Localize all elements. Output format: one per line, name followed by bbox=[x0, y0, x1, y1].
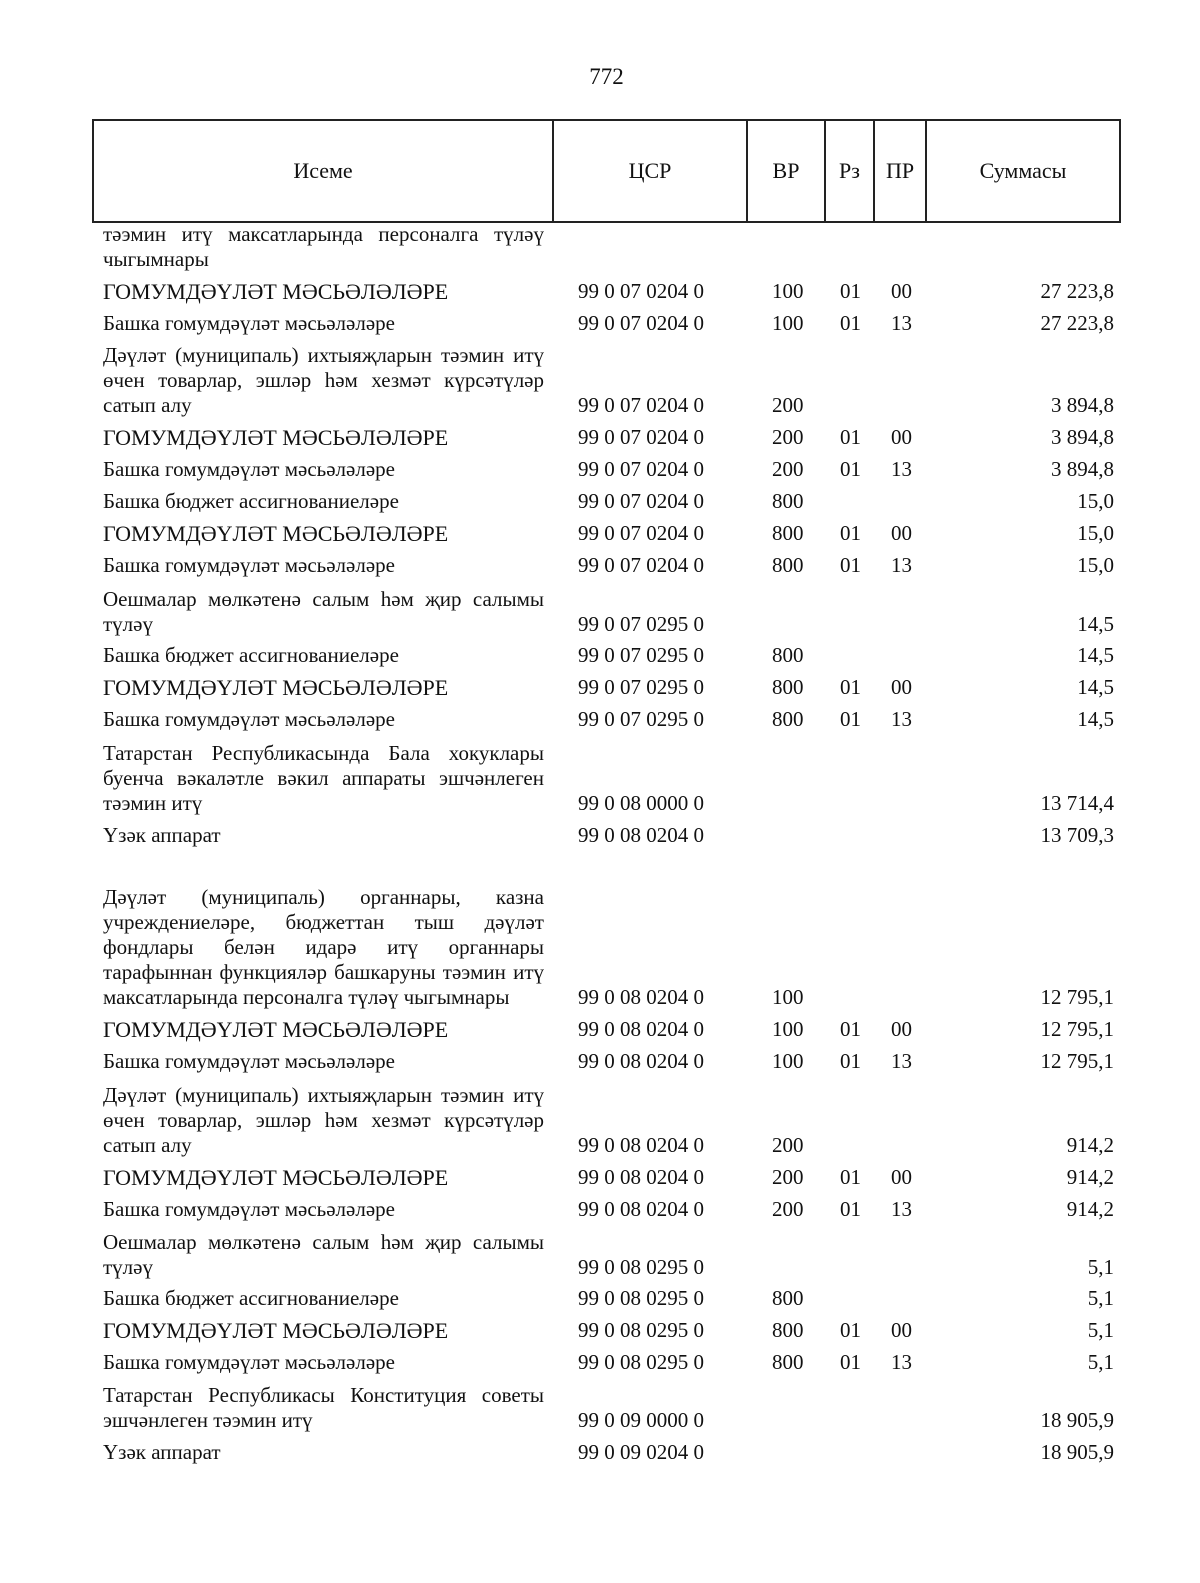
cell-rz: 01 bbox=[840, 553, 861, 577]
cell-name: Башка гомумдәүләт мәсьәләләре bbox=[103, 1197, 395, 1221]
cell-name: тәэмин итү максатларында персоналга түләү чыгымнары bbox=[103, 222, 544, 271]
cell-vr: 200 bbox=[772, 425, 804, 449]
cell-name: Татарстан Республикасы Конституция советы эшчәнлеген тәэмин итү bbox=[103, 1383, 544, 1432]
cell-pr: 00 bbox=[891, 279, 912, 303]
cell-rz: 01 bbox=[840, 1318, 861, 1342]
header-csr: ЦСР bbox=[553, 120, 747, 222]
cell-sum: 5,1 bbox=[1087, 1318, 1114, 1342]
cell-name: Башка бюджет ассигнованиеләре bbox=[103, 489, 399, 513]
cell-name: Башка бюджет ассигнованиеләре bbox=[103, 1286, 399, 1310]
cell-csr: 99 0 07 0204 0 bbox=[578, 311, 704, 335]
cell-csr: 99 0 07 0204 0 bbox=[578, 393, 704, 417]
cell-pr: 13 bbox=[891, 1350, 912, 1374]
cell-csr: 99 0 09 0204 0 bbox=[578, 1440, 704, 1464]
cell-rz: 01 bbox=[840, 1165, 861, 1189]
cell-vr: 800 bbox=[772, 1318, 804, 1342]
cell-sum: 3 894,8 bbox=[1051, 425, 1114, 449]
cell-rz: 01 bbox=[840, 1049, 861, 1073]
cell-vr: 100 bbox=[772, 1017, 804, 1041]
cell-vr: 200 bbox=[772, 1197, 804, 1221]
cell-name: ГОМУМДӘҮЛӘТ МӘСЬӘЛӘЛӘРЕ bbox=[103, 521, 449, 546]
cell-csr: 99 0 09 0000 0 bbox=[578, 1408, 704, 1432]
cell-pr: 13 bbox=[891, 707, 912, 731]
page-number: 772 bbox=[589, 64, 624, 89]
cell-sum: 12 795,1 bbox=[1040, 1049, 1114, 1073]
cell-vr: 800 bbox=[772, 675, 804, 699]
cell-csr: 99 0 08 0295 0 bbox=[578, 1255, 704, 1279]
cell-pr: 13 bbox=[891, 457, 912, 481]
cell-sum: 14,5 bbox=[1077, 643, 1114, 667]
header-name: Исеме bbox=[93, 120, 553, 222]
header-pr: ПР bbox=[874, 120, 926, 222]
cell-rz: 01 bbox=[840, 425, 861, 449]
cell-vr: 800 bbox=[772, 489, 804, 513]
cell-vr: 100 bbox=[772, 311, 804, 335]
cell-csr: 99 0 08 0204 0 bbox=[578, 1165, 704, 1189]
cell-name: Башка гомумдәүләт мәсьәләләре bbox=[103, 553, 395, 577]
cell-sum: 3 894,8 bbox=[1051, 457, 1114, 481]
cell-rz: 01 bbox=[840, 1350, 861, 1374]
cell-sum: 14,5 bbox=[1077, 707, 1114, 731]
cell-name: ГОМУМДӘҮЛӘТ МӘСЬӘЛӘЛӘРЕ bbox=[103, 279, 449, 304]
cell-name: Оешмалар мөлкәтенә салым һәм җир салымы түләү bbox=[103, 1230, 544, 1279]
cell-name: Башка гомумдәүләт мәсьәләләре bbox=[103, 311, 395, 335]
cell-csr: 99 0 07 0295 0 bbox=[578, 612, 704, 636]
cell-name: Оешмалар мөлкәтенә салым һәм җир салымы түләү bbox=[103, 587, 544, 636]
header-rz: Рз bbox=[825, 120, 874, 222]
cell-csr: 99 0 07 0295 0 bbox=[578, 675, 704, 699]
cell-name: Үзәк аппарат bbox=[103, 823, 221, 847]
cell-name: ГОМУМДӘҮЛӘТ МӘСЬӘЛӘЛӘРЕ bbox=[103, 425, 449, 450]
cell-name: ГОМУМДӘҮЛӘТ МӘСЬӘЛӘЛӘРЕ bbox=[103, 1165, 449, 1190]
cell-vr: 100 bbox=[772, 985, 804, 1009]
cell-csr: 99 0 08 0204 0 bbox=[578, 1049, 704, 1073]
cell-rz: 01 bbox=[840, 1197, 861, 1221]
cell-csr: 99 0 07 0295 0 bbox=[578, 643, 704, 667]
cell-vr: 800 bbox=[772, 1286, 804, 1310]
cell-rz: 01 bbox=[840, 521, 861, 545]
cell-sum: 15,0 bbox=[1077, 489, 1114, 513]
cell-name: Дәүләт (муниципаль) ихтыяҗларын тәэмин итү өчен товарлар, эшләр һәм хезмәт күрсәтүләр сатып алу bbox=[103, 1083, 544, 1157]
cell-csr: 99 0 08 0204 0 bbox=[578, 985, 704, 1009]
cell-vr: 800 bbox=[772, 1350, 804, 1374]
cell-sum: 914,2 bbox=[1066, 1197, 1114, 1221]
cell-name: Башка гомумдәүләт мәсьәләләре bbox=[103, 707, 395, 731]
cell-sum: 12 795,1 bbox=[1040, 985, 1114, 1009]
cell-sum: 13 714,4 bbox=[1040, 791, 1114, 815]
cell-sum: 12 795,1 bbox=[1040, 1017, 1114, 1041]
cell-vr: 800 bbox=[772, 643, 804, 667]
cell-pr: 00 bbox=[891, 1318, 912, 1342]
cell-vr: 200 bbox=[772, 1133, 804, 1157]
cell-sum: 27 223,8 bbox=[1040, 311, 1114, 335]
cell-csr: 99 0 08 0000 0 bbox=[578, 791, 704, 815]
cell-csr: 99 0 08 0204 0 bbox=[578, 1197, 704, 1221]
cell-rz: 01 bbox=[840, 457, 861, 481]
cell-csr: 99 0 07 0204 0 bbox=[578, 279, 704, 303]
cell-sum: 15,0 bbox=[1077, 553, 1114, 577]
cell-pr: 13 bbox=[891, 1197, 912, 1221]
cell-name: ГОМУМДӘҮЛӘТ МӘСЬӘЛӘЛӘРЕ bbox=[103, 1318, 449, 1343]
cell-sum: 18 905,9 bbox=[1040, 1440, 1114, 1464]
cell-csr: 99 0 08 0295 0 bbox=[578, 1318, 704, 1342]
cell-pr: 00 bbox=[891, 521, 912, 545]
cell-name: Башка гомумдәүләт мәсьәләләре bbox=[103, 457, 395, 481]
cell-sum: 13 709,3 bbox=[1040, 823, 1114, 847]
cell-sum: 5,1 bbox=[1087, 1286, 1114, 1310]
cell-csr: 99 0 08 0295 0 bbox=[578, 1350, 704, 1374]
cell-vr: 200 bbox=[772, 1165, 804, 1189]
cell-name: Дәүләт (муниципаль) органнары, казна учреждениеләре, бюджеттан тыш дәүләт фондлары белән идарә итү органнары тарафыннан функцияләр башкаруны тәэмин итү максатларында персоналга түләү чыгымнары bbox=[103, 885, 544, 1009]
cell-sum: 5,1 bbox=[1087, 1350, 1114, 1374]
cell-rz: 01 bbox=[840, 311, 861, 335]
header-vr: ВР bbox=[747, 120, 825, 222]
cell-vr: 200 bbox=[772, 393, 804, 417]
cell-sum: 14,5 bbox=[1077, 675, 1114, 699]
cell-sum: 5,1 bbox=[1087, 1255, 1114, 1279]
cell-name: Башка гомумдәүләт мәсьәләләре bbox=[103, 1350, 395, 1374]
cell-pr: 13 bbox=[891, 311, 912, 335]
cell-name: ГОМУМДӘҮЛӘТ МӘСЬӘЛӘЛӘРЕ bbox=[103, 675, 449, 700]
cell-sum: 18 905,9 bbox=[1040, 1408, 1114, 1432]
cell-csr: 99 0 07 0204 0 bbox=[578, 553, 704, 577]
cell-vr: 100 bbox=[772, 1049, 804, 1073]
cell-vr: 800 bbox=[772, 521, 804, 545]
cell-pr: 00 bbox=[891, 1017, 912, 1041]
cell-sum: 27 223,8 bbox=[1040, 279, 1114, 303]
cell-name: Үзәк аппарат bbox=[103, 1440, 221, 1464]
cell-csr: 99 0 07 0204 0 bbox=[578, 457, 704, 481]
cell-csr: 99 0 08 0204 0 bbox=[578, 823, 704, 847]
cell-csr: 99 0 07 0204 0 bbox=[578, 489, 704, 513]
cell-vr: 800 bbox=[772, 553, 804, 577]
cell-vr: 200 bbox=[772, 457, 804, 481]
cell-name: ГОМУМДӘҮЛӘТ МӘСЬӘЛӘЛӘРЕ bbox=[103, 1017, 449, 1042]
cell-csr: 99 0 07 0204 0 bbox=[578, 521, 704, 545]
cell-name: Дәүләт (муниципаль) ихтыяҗларын тәэмин итү өчен товарлар, эшләр һәм хезмәт күрсәтүләр сатып алу bbox=[103, 343, 544, 417]
cell-rz: 01 bbox=[840, 279, 861, 303]
cell-sum: 15,0 bbox=[1077, 521, 1114, 545]
cell-pr: 00 bbox=[891, 1165, 912, 1189]
header-sum: Суммасы bbox=[926, 120, 1120, 222]
cell-rz: 01 bbox=[840, 675, 861, 699]
cell-pr: 00 bbox=[891, 425, 912, 449]
cell-sum: 3 894,8 bbox=[1051, 393, 1114, 417]
cell-name: Башка бюджет ассигнованиеләре bbox=[103, 643, 399, 667]
cell-csr: 99 0 07 0204 0 bbox=[578, 425, 704, 449]
cell-pr: 13 bbox=[891, 1049, 912, 1073]
cell-csr: 99 0 08 0204 0 bbox=[578, 1017, 704, 1041]
cell-rz: 01 bbox=[840, 1017, 861, 1041]
cell-vr: 100 bbox=[772, 279, 804, 303]
cell-pr: 13 bbox=[891, 553, 912, 577]
cell-csr: 99 0 07 0295 0 bbox=[578, 707, 704, 731]
cell-name: Татарстан Республикасында Бала хокуклары буенча вәкаләтле вәкил аппараты эшчәнлеген тәэмин итү bbox=[103, 741, 544, 815]
cell-rz: 01 bbox=[840, 707, 861, 731]
cell-csr: 99 0 08 0295 0 bbox=[578, 1286, 704, 1310]
cell-csr: 99 0 08 0204 0 bbox=[578, 1133, 704, 1157]
cell-sum: 914,2 bbox=[1066, 1133, 1114, 1157]
cell-name: Башка гомумдәүләт мәсьәләләре bbox=[103, 1049, 395, 1073]
cell-vr: 800 bbox=[772, 707, 804, 731]
cell-sum: 914,2 bbox=[1066, 1165, 1114, 1189]
cell-sum: 14,5 bbox=[1077, 612, 1114, 636]
cell-pr: 00 bbox=[891, 675, 912, 699]
